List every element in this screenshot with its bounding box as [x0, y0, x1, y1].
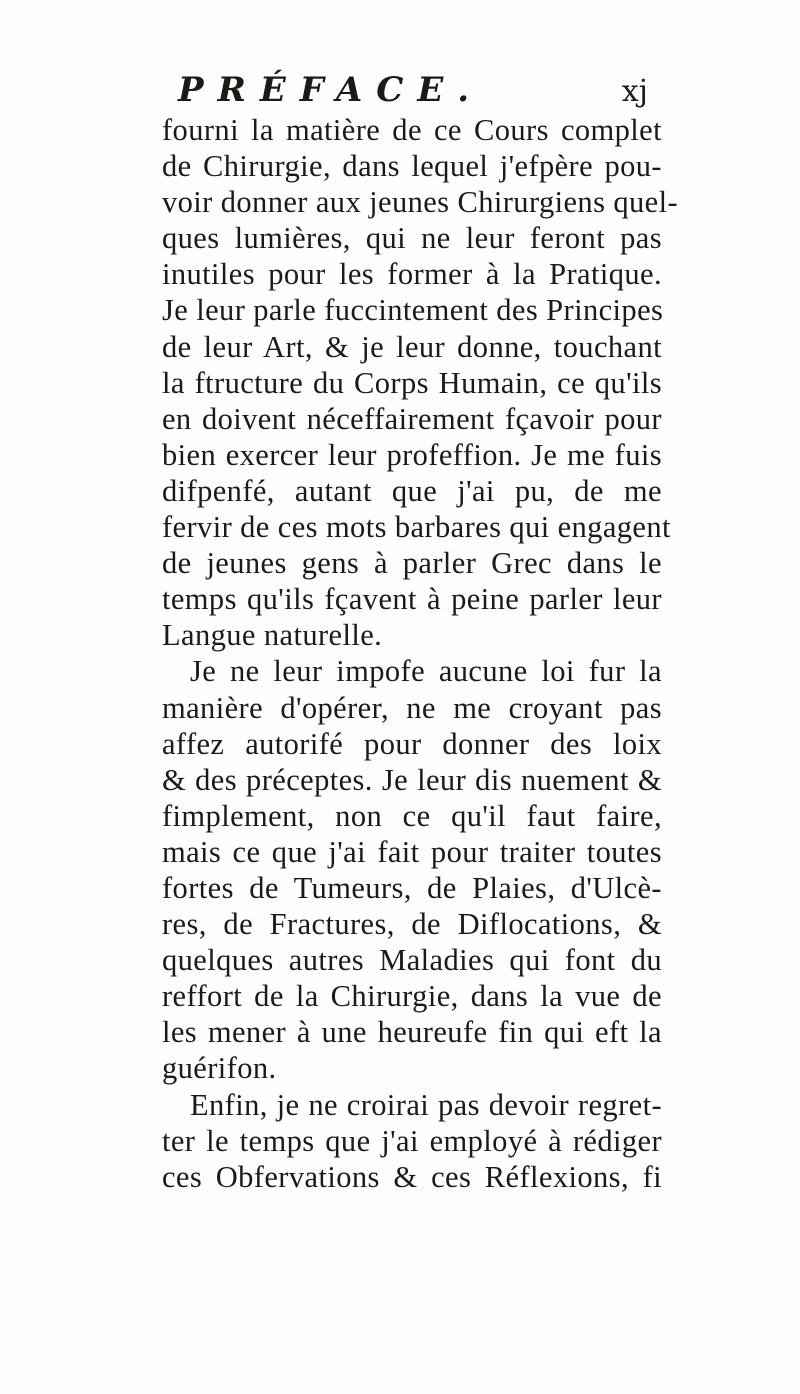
text-line: la ftructure du Corps Humain, ce qu'ils	[162, 365, 662, 400]
text-line: ces Obfervations & ces Réflexions, fi	[162, 1159, 662, 1194]
body-text	[162, 112, 679, 1195]
text-line: Enfin, je ne croirai pas devoir regret-	[190, 1087, 662, 1122]
text-line: manière d'opérer, ne me croyant pas	[162, 690, 662, 725]
text-line: ques lumières, qui ne leur feront pas	[162, 221, 662, 256]
text-line: fortes de Tumeurs, de Plaies, d'Ulcè-	[162, 870, 662, 905]
text-line: Langue naturelle.	[162, 618, 383, 653]
text-line: Je ne leur impofe aucune loi fur la	[190, 654, 662, 689]
text-line: bien exercer leur profeffion. Je me fuis	[162, 437, 662, 472]
text-line: Je leur parle fuccintement des Principes	[162, 293, 664, 328]
text-line: fourni la matière de ce Cours complet	[162, 113, 662, 147]
text-line: de jeunes gens à parler Grec dans le	[162, 546, 662, 581]
text-line: de Chirurgie, dans lequel j'efpère pou-	[162, 149, 662, 184]
text-line: inutiles pour les former à la Pratique.	[162, 257, 662, 292]
text-line: voir donner aux jeunes Chirurgiens quel-	[162, 185, 679, 220]
text-line: fervir de ces mots barbares qui engagent	[162, 510, 671, 545]
text-line: en doivent néceffairement fçavoir pour	[162, 401, 662, 436]
text-line: temps qu'ils fçavent à peine parler leur	[162, 582, 662, 617]
text-line: reffort de la Chirurgie, dans la vue de	[162, 979, 662, 1014]
text-line: guérifon.	[162, 1051, 277, 1086]
text-line: mais ce que j'ai fait pour traiter toutes	[162, 834, 662, 869]
text-line: res, de Fractures, de Diflocations, &	[162, 907, 662, 942]
running-title: PRÉFACE.	[178, 70, 484, 110]
text-line: de leur Art, & je leur donne, touchant	[162, 329, 662, 364]
text-line: difpenfé, autant que j'ai pu, de me	[162, 473, 662, 508]
text-line: affez autorifé pour donner des loix	[162, 726, 662, 761]
text-line: ter le temps que j'ai employé à rédiger	[162, 1123, 662, 1158]
text-line: & des préceptes. Je leur dis nuement &	[162, 762, 662, 797]
text-line: quelques autres Maladies qui font du	[162, 943, 662, 978]
text-line: fimplement, non ce qu'il faut faire,	[162, 798, 662, 833]
text-line: les mener à une heureufe fin qui eft la	[162, 1015, 662, 1050]
page-number: xj	[621, 74, 648, 109]
